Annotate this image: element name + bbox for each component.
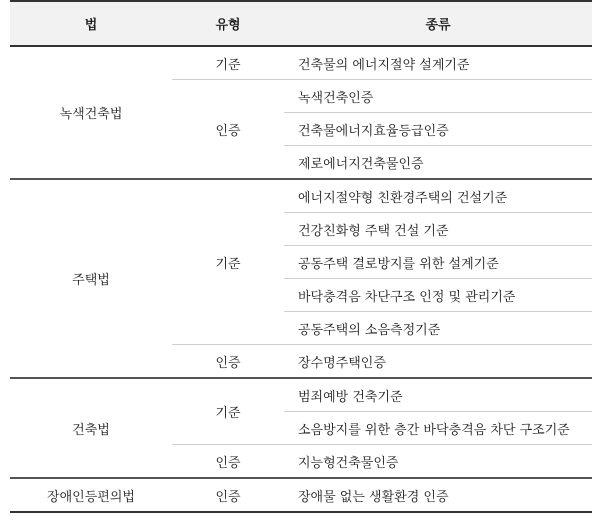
kind-cell: 제로에너지건축물인증 [284, 146, 592, 180]
kind-cell: 녹색건축인증 [284, 80, 592, 113]
kind-cell: 장애물 없는 생활환경 인증 [284, 478, 592, 512]
law-cell: 녹색건축법 [10, 46, 172, 179]
table-row [10, 46, 592, 80]
law-cell: 장애인등편의법 [10, 478, 172, 512]
kind-cell: 소음방지를 위한 층간 바닥충격음 차단 구조기준 [284, 412, 592, 445]
type-cell: 인증 [172, 478, 284, 512]
kind-cell: 범죄예방 건축기준 [284, 378, 592, 412]
kind-cell: 공동주택의 소음측정기준 [284, 312, 592, 345]
type-cell: 인증 [172, 345, 284, 379]
kind-cell: 지능형건축물인증 [284, 445, 592, 479]
kind-cell: 장수명주택인증 [284, 345, 592, 379]
table-row [10, 478, 592, 512]
law-cell: 건축법 [10, 378, 172, 478]
law-cell: 주택법 [10, 179, 172, 378]
kind-cell: 공동주택 결로방지를 위한 설계기준 [284, 246, 592, 279]
type-cell: 기준 [172, 179, 284, 345]
kind-cell: 건강친화형 주택 건설 기준 [284, 213, 592, 246]
type-cell: 기준 [172, 46, 284, 80]
table-header-row [10, 1, 592, 46]
kind-cell: 바닥충격음 차단구조 인정 및 관리기준 [284, 279, 592, 312]
table-row [10, 179, 592, 213]
header-type: 유형 [172, 1, 284, 46]
header-kind: 종류 [284, 1, 592, 46]
kind-cell: 건축물에너지효율등급인증 [284, 113, 592, 146]
type-cell: 인증 [172, 445, 284, 479]
kind-cell: 에너지절약형 친환경주택의 건설기준 [284, 179, 592, 213]
table-row [10, 378, 592, 412]
type-cell: 인증 [172, 80, 284, 180]
header-law: 법 [10, 1, 172, 46]
law-standards-table [10, 0, 592, 513]
type-cell: 기준 [172, 378, 284, 445]
kind-cell: 건축물의 에너지절약 설계기준 [284, 46, 592, 80]
